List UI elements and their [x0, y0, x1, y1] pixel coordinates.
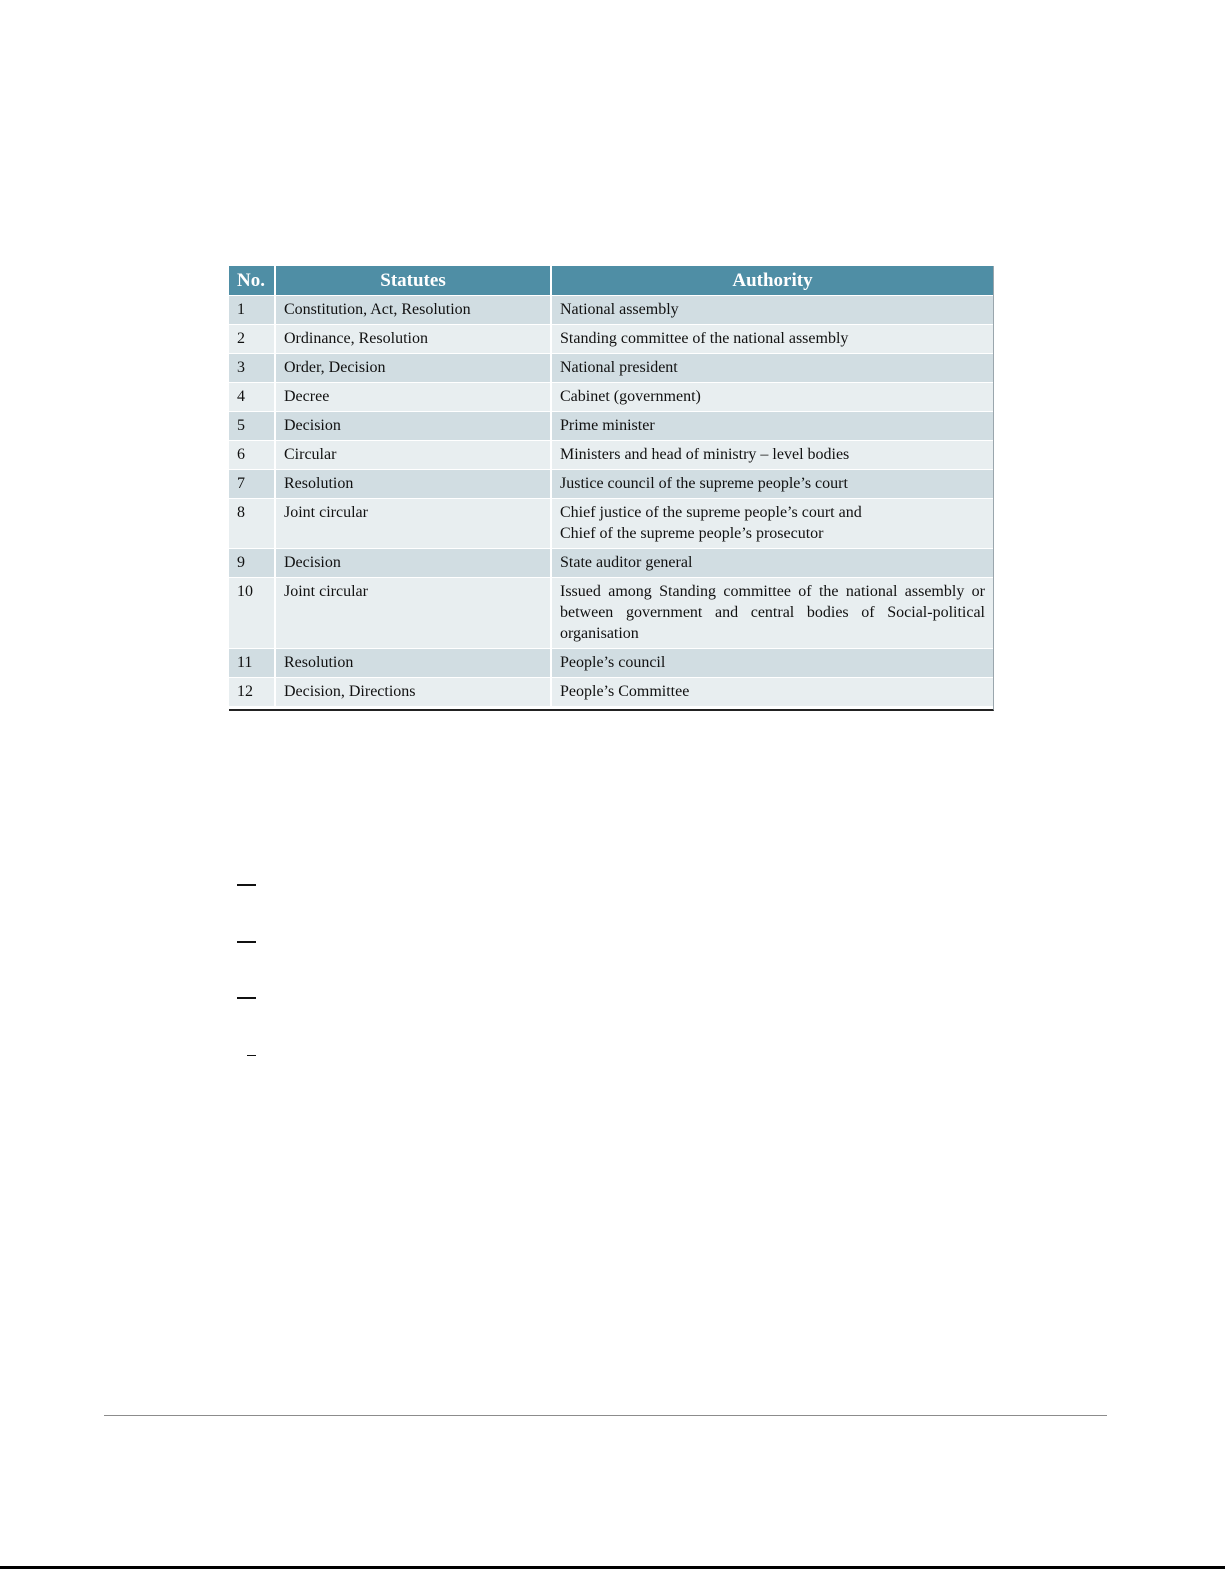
table-row: [229, 412, 993, 441]
cell-authority: Prime minister: [551, 412, 993, 441]
cell-statutes: Joint circular: [275, 578, 551, 649]
cell-authority-line: Chief of the supreme people’s prosecutor: [560, 525, 824, 542]
cell-no: 9: [229, 549, 275, 578]
cell-statutes: Resolution: [275, 470, 551, 499]
cell-authority: Justice council of the supreme people’s court: [551, 470, 993, 499]
table-row: [229, 296, 993, 325]
cell-statutes: Decree: [275, 383, 551, 412]
table-row: [229, 649, 993, 678]
cell-no: 1: [229, 296, 275, 325]
cell-statutes: Decision, Directions: [275, 678, 551, 707]
table-row: [229, 383, 993, 412]
footer-divider: [104, 1415, 1107, 1416]
cell-statutes: Decision: [275, 549, 551, 578]
cell-no: 4: [229, 383, 275, 412]
cell-statutes: Resolution: [275, 649, 551, 678]
table-row: [229, 578, 993, 649]
list-dash-marker: [237, 884, 256, 886]
cell-no: 11: [229, 649, 275, 678]
cell-no: 6: [229, 441, 275, 470]
header-statutes: Statutes: [275, 266, 551, 296]
cell-authority-line: Chief justice of the supreme people’s court and: [560, 504, 862, 521]
cell-authority: National president: [551, 354, 993, 383]
cell-statutes: Order, Decision: [275, 354, 551, 383]
cell-authority: People’s council: [551, 649, 993, 678]
cell-no: 7: [229, 470, 275, 499]
cell-authority: People’s Committee: [551, 678, 993, 707]
cell-no: 10: [229, 578, 275, 649]
table-header-row: [229, 266, 993, 296]
cell-authority: Issued among Standing committee of the national assembly or between government and central bodies of Social-political organisation: [551, 578, 993, 649]
table-row: [229, 441, 993, 470]
cell-statutes: Joint circular: [275, 499, 551, 549]
cell-no: 5: [229, 412, 275, 441]
header-no: No.: [229, 266, 275, 296]
cell-authority: National assembly: [551, 296, 993, 325]
cell-authority: Standing committee of the national assembly: [551, 325, 993, 354]
table-row: [229, 354, 993, 383]
cell-no: 12: [229, 678, 275, 707]
cell-no: 3: [229, 354, 275, 383]
cell-statutes: Ordinance, Resolution: [275, 325, 551, 354]
cell-statutes: Circular: [275, 441, 551, 470]
cell-authority: State auditor general: [551, 549, 993, 578]
table-row: [229, 499, 993, 549]
table-row: [229, 678, 993, 707]
cell-statutes: Decision: [275, 412, 551, 441]
cell-statutes: Constitution, Act, Resolution: [275, 296, 551, 325]
cell-no: 2: [229, 325, 275, 354]
page-bottom-border: [0, 1566, 1225, 1569]
header-authority: Authority: [551, 266, 993, 296]
cell-no: 8: [229, 499, 275, 549]
table-row: [229, 325, 993, 354]
cell-authority: [551, 499, 993, 549]
cell-authority: Cabinet (government): [551, 383, 993, 412]
list-dash-marker: [247, 1055, 256, 1056]
table-row: [229, 549, 993, 578]
cell-authority: Ministers and head of ministry – level bodies: [551, 441, 993, 470]
statutes-table: [229, 266, 993, 706]
list-dash-marker: [237, 997, 256, 999]
statutes-table-container: [229, 266, 994, 711]
table-row: [229, 470, 993, 499]
list-dash-marker: [237, 941, 256, 943]
